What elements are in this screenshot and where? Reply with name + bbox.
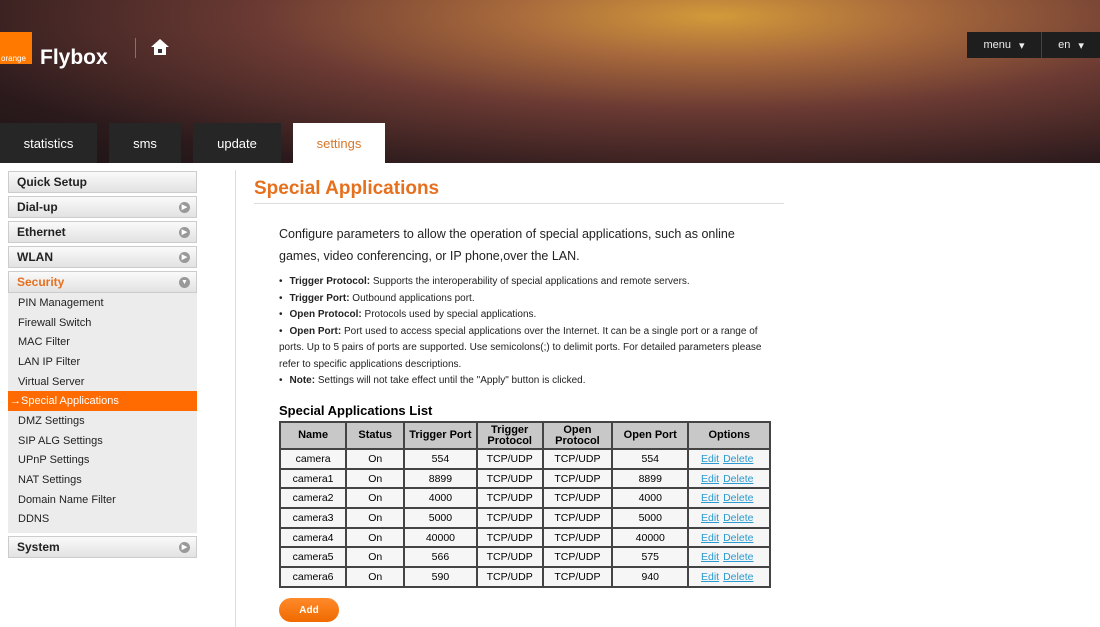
home-icon[interactable] [150,38,170,56]
table-cell: TCP/UDP [543,488,612,508]
table-cell: 4000 [404,488,476,508]
table-cell: camera2 [280,488,346,508]
label: System [17,540,60,555]
table-cell: TCP/UDP [477,528,543,548]
table-row [280,508,770,528]
edit-link[interactable]: Edit [701,511,720,524]
page-title: Special Applications [254,178,440,199]
tab-statistics[interactable]: statistics [0,123,97,163]
table-cell: TCP/UDP [477,449,543,469]
help-item [279,373,769,390]
sidebar-item[interactable]: PIN Management [18,296,104,309]
sidebar-item[interactable]: NAT Settings [18,474,82,487]
delete-link[interactable]: Delete [723,570,754,583]
tab-update[interactable]: update [193,123,281,163]
add-button[interactable]: Add [279,598,339,622]
table-cell: 554 [612,449,688,469]
label: Security [17,275,65,289]
table-cell: TCP/UDP [477,547,543,567]
delete-link[interactable]: Delete [723,492,754,505]
table-row [280,567,770,587]
chevron-right-icon: ▶ [179,542,190,553]
delete-link[interactable]: Delete [723,472,754,485]
column-header: Options [688,422,770,449]
table-cell: camera [280,449,346,469]
table-cell: On [346,488,404,508]
sidebar-system[interactable] [8,536,197,558]
options-cell [688,469,770,489]
list-title: Special Applications List [279,403,433,418]
delete-link[interactable]: Delete [723,511,754,524]
table-cell: On [346,567,404,587]
label: Quick Setup [17,175,88,189]
table-cell: 40000 [404,528,476,548]
table-cell: TCP/UDP [543,508,612,528]
divider [235,170,236,627]
chevron-down-icon: ▼ [179,277,190,288]
table-cell: TCP/UDP [543,449,612,469]
help-desc: Outbound applications port. [349,292,475,304]
sidebar-quick-setup[interactable] [8,171,197,193]
help-item [279,324,769,374]
table-cell: TCP/UDP [477,508,543,528]
table-cell: On [346,469,404,489]
sidebar-item[interactable]: SIP ALG Settings [18,434,103,447]
help-term: Open Port: [289,325,342,337]
table-cell: 554 [404,449,476,469]
table-cell: 590 [404,567,476,587]
table-cell: 8899 [612,469,688,489]
options-cell [688,547,770,567]
caret-down-icon: ▾ [1019,39,1025,52]
edit-link[interactable]: Edit [701,472,720,485]
sidebar-item[interactable]: →Special Applications [8,391,197,411]
table-cell: camera1 [280,469,346,489]
security-submenu [8,293,197,533]
divider [135,38,136,58]
sidebar-item[interactable]: DDNS [18,513,50,526]
chevron-right-icon: ▶ [179,227,190,238]
orange-logo: orange [0,32,32,64]
edit-link[interactable]: Edit [701,452,720,465]
menu-label: menu [983,39,1011,51]
sidebar-item[interactable]: UPnP Settings [18,454,90,467]
column-header: Status [346,422,404,449]
delete-link[interactable]: Delete [723,452,754,465]
brand-title: Flybox [40,46,108,69]
sidebar-security[interactable] [8,271,197,293]
table-cell: 5000 [404,508,476,528]
table-cell: camera5 [280,547,346,567]
help-term: Open Protocol: [289,309,362,320]
chevron-right-icon: ▶ [179,202,190,213]
label: Dial-up [17,200,58,214]
table-cell: On [346,508,404,528]
menu-button[interactable] [967,32,1042,58]
table-cell: On [346,547,404,567]
table-cell: 4000 [612,488,688,508]
table-cell: TCP/UDP [477,567,543,587]
table-row [280,528,770,548]
sidebar-dialup[interactable] [8,196,197,218]
sidebar-item[interactable]: Firewall Switch [18,316,92,329]
sidebar [8,171,197,561]
help-item [279,291,769,308]
help-term: Note: [289,375,316,386]
tab-sms[interactable]: sms [109,123,181,163]
label: Ethernet [17,225,66,239]
table-row [280,449,770,469]
table-cell: TCP/UDP [477,488,543,508]
column-header: Trigger Protocol [477,422,543,449]
table-cell: 566 [404,547,476,567]
sidebar-item[interactable]: LAN IP Filter [18,355,81,368]
column-header: Name [280,422,346,449]
edit-link[interactable]: Edit [701,570,720,583]
divider [254,203,784,204]
options-cell [688,528,770,548]
edit-link[interactable]: Edit [701,551,720,564]
tab-settings[interactable]: settings [293,123,385,163]
intro-text: Configure parameters to allow the operation of special applications, such as online games, video conferencing, or IP phone,over the LAN. [279,227,735,263]
table-cell: camera4 [280,528,346,548]
table-cell: TCP/UDP [543,547,612,567]
sidebar-ethernet[interactable] [8,221,197,243]
help-desc: Protocols used by special applications. [361,309,537,320]
table-cell: 940 [612,567,688,587]
special-applications-table [279,421,771,588]
sidebar-item[interactable]: MAC Filter [18,336,70,349]
help-desc: Supports the interoperability of special applications and remote servers. [370,276,690,287]
help-desc: Port used to access special applications over the Internet. It can be a single port or a range of ports. Up to 5 pairs of ports are supported. Use semicolons(;) to delimit ports. For detailed parameters please refer to specific applications descriptions. [279,325,762,370]
table-cell: TCP/UDP [543,567,612,587]
help-item [279,274,769,291]
sidebar-item[interactable]: Domain Name Filter [18,493,116,506]
help-term: Trigger Port: [289,292,350,304]
help-desc: Settings will not take effect until the "Apply" button is clicked. [315,375,586,386]
column-header: Open Port [612,422,688,449]
language-label: en [1058,39,1071,51]
table-cell: 40000 [612,528,688,548]
table-cell: camera3 [280,508,346,528]
header [0,0,1100,163]
options-cell [688,508,770,528]
table-cell: On [346,528,404,548]
help-term: Trigger Protocol: [289,276,371,287]
sidebar-item[interactable]: Virtual Server [18,375,85,388]
table-cell: 5000 [612,508,688,528]
table-row [280,469,770,489]
edit-link[interactable]: Edit [701,531,720,544]
chevron-right-icon: ▶ [179,252,190,263]
table-cell: 8899 [404,469,476,489]
table-row [280,547,770,567]
sidebar-item[interactable]: DMZ Settings [18,414,85,427]
table-cell: TCP/UDP [477,469,543,489]
delete-link[interactable]: Delete [723,531,754,544]
options-cell [688,567,770,587]
table-cell: 575 [612,547,688,567]
caret-down-icon: ▾ [1078,39,1084,52]
delete-link[interactable]: Delete [723,551,754,564]
label: WLAN [17,250,53,264]
table-cell: TCP/UDP [543,528,612,548]
column-header: Open Protocol [543,422,612,449]
table-row [280,488,770,508]
help-item [279,307,769,324]
help-list [279,274,769,390]
column-header: Trigger Port [404,422,476,449]
options-cell [688,449,770,469]
table-cell: TCP/UDP [543,469,612,489]
language-button[interactable] [1042,32,1100,58]
sidebar-wlan[interactable] [8,246,197,268]
table-cell: camera6 [280,567,346,587]
options-cell [688,488,770,508]
table-cell: On [346,449,404,469]
edit-link[interactable]: Edit [701,492,720,505]
